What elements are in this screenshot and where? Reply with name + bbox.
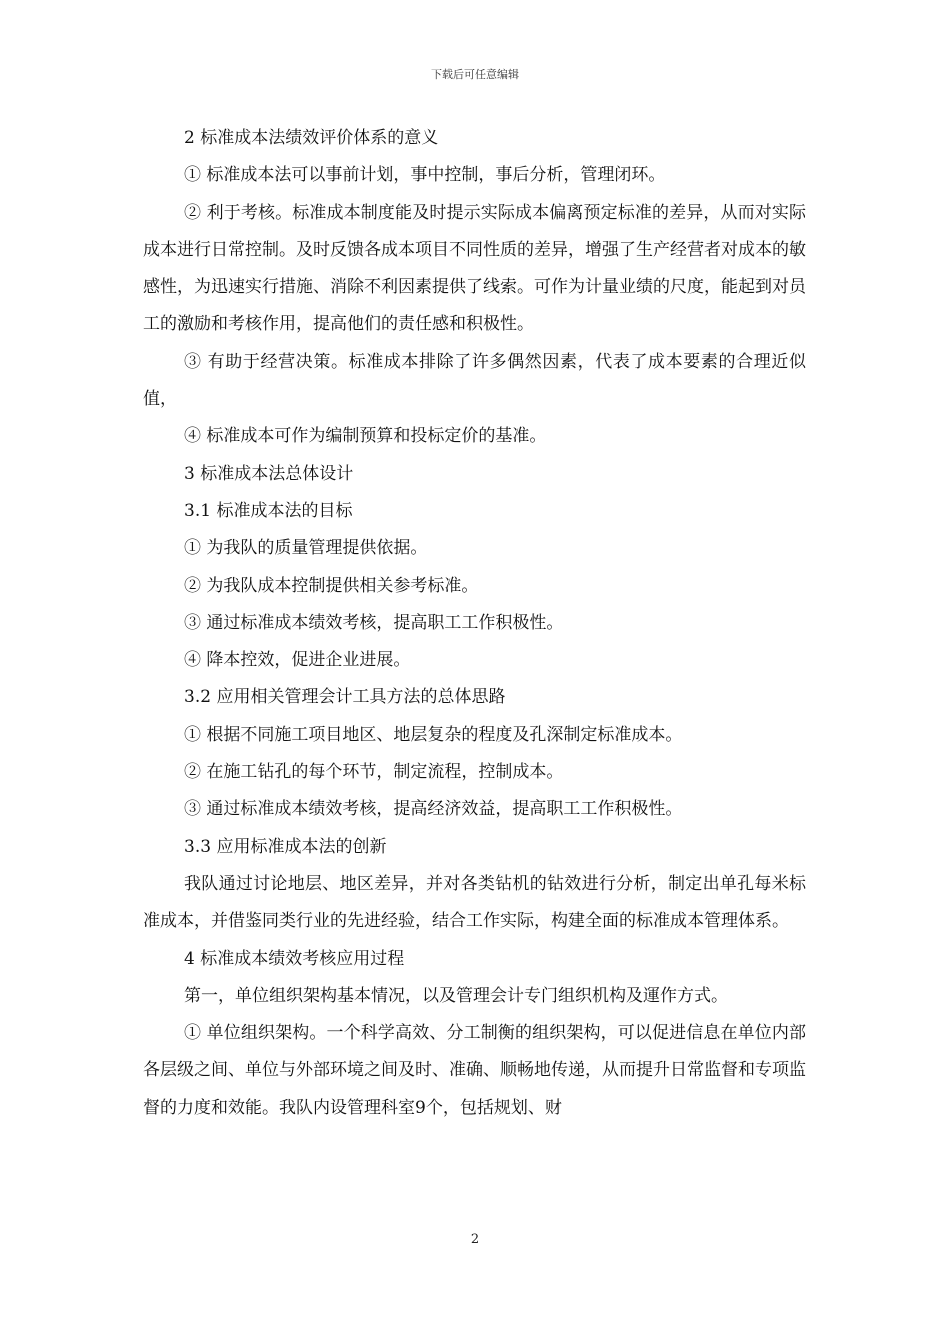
- list-item: ③ 通过标准成本绩效考核，提高经济效益，提高职工工作积极性。: [184, 799, 683, 820]
- section-heading: 2 标准成本法绩效评价体系的意义: [184, 128, 439, 148]
- list-item: ② 为我队成本控制提供相关参考标准。: [184, 575, 479, 596]
- list-item: ③ 有助于经营决策。标准成本排除了许多偶然因素，代表了成本要素的合理近似值，: [143, 351, 806, 410]
- list-item: ① 标准成本法可以事前计划，事中控制，事后分析，管理闭环。: [184, 165, 666, 186]
- list-item: ① 单位组织架构。一个科学高效、分工制衡的组织架构，可以促进信息在单位内部各层级之间、单位与外部环境之间及时、准确、顺畅地传递，从而提升日常监督和专项监督的力度和效能。我队内设管理科室9个，包括规划、财: [143, 1023, 806, 1118]
- subsection-heading: 3.2 应用相关管理会计工具方法的总体思路: [184, 687, 506, 708]
- list-item: ② 利于考核。标准成本制度能及时提示实际成本偏离预定标准的差异，从而对实际成本进行日常控制。及时反馈各成本项目不同性质的差异，增强了生产经营者对成本的敏感性，为迅速实行措施、消除不利因素提供了线索。可作为计量业绩的尺度，能起到对员工的激励和考核作用，提高他们的责任感和积极性。: [143, 202, 806, 335]
- list-item: ④ 降本控效，促进企业进展。: [184, 650, 411, 671]
- list-item: ④ 标准成本可作为编制预算和投标定价的基准。: [184, 426, 547, 447]
- document-body: [143, 120, 806, 1127]
- list-item: ① 根据不同施工项目地区、地层复杂的程度及孔深制定标准成本。: [184, 724, 683, 745]
- page-number: 2: [470, 1232, 480, 1247]
- list-item: ① 为我队的质量管理提供依据。: [184, 538, 428, 559]
- section-heading: 4 标准成本绩效考核应用过程: [184, 948, 405, 969]
- list-item: ② 在施工钻孔的每个环节，制定流程，控制成本。: [184, 762, 564, 783]
- subsection-heading: 3.3 应用标准成本法的创新: [184, 836, 387, 857]
- list-item: ③ 通过标准成本绩效考核，提高职工工作积极性。: [184, 612, 564, 633]
- body-paragraph: 第一，单位组织架构基本情况，以及管理会计专门组织机构及運作方式。: [184, 985, 728, 1006]
- body-paragraph: 我队通过讨论地层、地区差异，并对各类钻机的钻效进行分析，制定出单孔每米标准成本，并借鉴同类行业的先进经验，结合工作实际，构建全面的标准成本管理体系。: [143, 873, 806, 932]
- section-heading: 3 标准成本法总体设计: [184, 463, 354, 484]
- page-header: 下载后可任意编辑: [431, 68, 519, 81]
- subsection-heading: 3.1 标准成本法的目标: [184, 500, 353, 521]
